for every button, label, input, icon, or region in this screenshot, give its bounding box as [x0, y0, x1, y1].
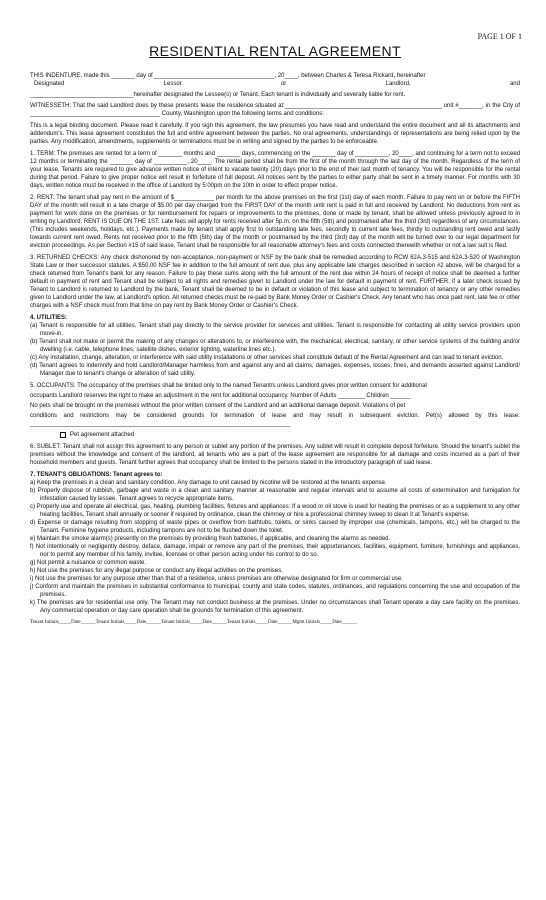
- utilities-section: [30, 314, 520, 378]
- initials-footer: Tenant Initials_____Date______Tenant Initials_____Date______Tenant Initials_____Date______Tenant Initials_____Date______Mgmt Initials_____Date______: [30, 620, 357, 625]
- pet-agreement-row: [30, 431, 520, 439]
- party-labels-row: [30, 80, 520, 88]
- party-label: Designated: [34, 81, 65, 87]
- pets-line: No pets shall be brought on the premises without the prior written consent of the Landlord and an additional damage deposit. Violations of pet: [30, 403, 406, 409]
- utilities-heading: 4. UTILITIES:: [30, 315, 68, 321]
- party-label: and: [509, 81, 520, 87]
- obligation-item: g) Not permit a nuisance or common waste.: [30, 560, 147, 566]
- obligation-item: h) Not use the premises for any illegal purpose or conduct any illegal activities on the premises.: [30, 568, 283, 574]
- rent-section: 2. RENT: The tenant shall pay rent in the amount of $____________ per month for the above premises on the first (1st) day of each month. Failure to pay rent on or before the FIFTH DAY of the month will result in a late charge of $5.00 per day charged from the FIRST DAY of the month until rent is paid in full and received by Landlord. No deductions from rent as payment for work done on the premises or for reimbursement for repairs or improvements to the premises, done or made by tenant, shall be allowed unless previously agreed to in writing by Landlord. RENT IS DUE ON THE 1ST. Late fees will apply for rents received after 5p.m. on the fifth (5th) and postmarked after the third (3rd) regardless of any circumstances. (This includes weekends, holidays, etc.). Payments made by tenant shall apply first to outstanding late fees, secondly to current late fees, thirdly to outstanding rent owed and lastly towards current rent owed. Rents not received prior to the fifth (5th) day of the month or postmarked by the third (3rd) day of the month will be turned over to our legal department for eviction proceedings. As per Section #15 of said lease, Tenant shall be responsible for all reasonable attorney's fees and costs connected therewith whether or not a law suit is filed.: [30, 195, 520, 249]
- obligation-item: j) Conform and maintain the premises in substantial conformance to municipal, county and state codes, statutes, ordinances, and regulations concerning the use and occupation of the premises.: [30, 584, 520, 598]
- utilities-item: (d) Tenant agrees to indemnify and hold Landlord/Manager harmless from and against any and all claims, damages, expenses, losses, fines, and demands asserted against Landlord/ Manager due to tenant's change or alteration of said utility.: [30, 363, 520, 377]
- intro-paragraph: This is a legal binding document. Please read it carefully. If you sign this agreement, the law presumes you have read and understand the entire document and all its attachments and addendum's. This lease agreement constitutes the full and entire agreement between the parties. No oral agreements, understandings or representations are being relied upon by the parties. Any modification, amendments, supplements or terminations must be in writing and signed by the parties to be enforceable.: [30, 123, 520, 145]
- term-section: 1. TERM: The premises are rented for a term of _______ months and _______ days, commencing on the _______ day of __________, 20____, and continuing for a term not to exceed 12 months or terminating the _______ day of __________, 20____. The rental period shall be from the first of the month through the last day of the month. Regardless of the term of your lease, Tenants are required to give advance written notice of intent to vacate twenty (20) days prior to the end of their last month of tenancy. You will be responsible for the rental during that period. Failure to give proper notice will result in forfeiture of full deposit. All notices sent by the parties to either party shall be sent in a timely manner. For months with 30 days, written notice must be received in the office of Landlord by 5:00pm on the 10th in order to effect proper notice.: [30, 151, 520, 189]
- utilities-item: (a) Tenant is responsible for all utilities. Tenant shall pay directly to the service provider for services and utilities. Tenant is responsible for contacting all utility service providers upon move-in.: [30, 323, 520, 337]
- pets-line: conditions and restrictions may be considered grounds for termination of lease and may result in subsequent eviction. Pet(s) allowed by this lease: ______________________________________________________________________________: [30, 413, 520, 427]
- obligation-item: d) Expense or damage resulting from stopping of waste pipes or overflow from bathtubs, toilets, or sinks caused by improper use (chemicals, tampons, etc.) will be charged to the Tenant. Feminine hygiene products, including tampons are not to be flushed down the toilet.: [30, 520, 520, 534]
- obligation-item: f) Not intentionally or negligently destroy, deface, damage, impair or remove any part of the premises, their appurtenances, facilities, equipment, furniture, furnishings and appliances, nor to permit any member of his family, invitee, licensee or other person acting under his control to do so.: [30, 544, 520, 558]
- party-label: Lessor: [163, 81, 182, 87]
- party-label: or: [280, 81, 287, 87]
- obligation-item: b) Properly dispose of rubbish, garbage and waste in a clean and sanitary manner at reasonable and regular intervals and to assume all costs of extermination and fumigation for infestation caused by lessee. Tenant agrees to recycle appropriate items.: [30, 488, 520, 502]
- party-label: Landlord,: [385, 81, 411, 87]
- utilities-item: (c) Any installation, change, alteration, or interference with said utility installations or other services shall constitute default of the Rental Agreement and can lead to tenant eviction.: [30, 355, 504, 361]
- page-number: PAGE 1 OF 1: [477, 32, 522, 41]
- sublet-section: 6. SUBLET: Tenant shall not assign this agreement to any person or sublet any portion of the premises. Any sublet will result in complete deposit forfeiture. Should the tenant's sublet the premises without the knowledge and consent of the landlord, all tenants who are a part of the lease agreement are responsible for all damage and costs incurred as a part of their household members and guests. Tenant further agrees that occupancy shall be limited to the persons stated in the introductory paragraph of said lease.: [30, 444, 520, 466]
- pet-agreement-label: Pet agreement attached: [70, 432, 135, 438]
- witnesseth-paragraph: WITNESSETH: That the said Landlord does by these presents lease the residence situated at:_______________________________________________ unit #_______, in the City of _______________________________________ County, Washington upon the following terms and conditions:: [30, 103, 520, 117]
- occupants-line: occupants Landlord reserves the right to make an adjustment in the rent for additional occupancy. Number of Adults ________ Children ______: [30, 393, 411, 399]
- obligations-section: [30, 471, 520, 615]
- obligation-item: i) Not use the premises for any purpose other than that of a residence, unless premises are otherwise designated for firm or commercial use.: [30, 576, 403, 582]
- returned-checks-section: 3. RETURNED CHECKS: Any check dishonored by non-acceptance, non-payment or NSF by the bank shall be remedied according to RCW 62A.3-515 and 62A.3-520 of Washington State Law or their successor statutes. A $50.00 NSF fee in addition to the full amount of rent due, plus any applicable late charges described in section #2 above, will be charged for a check returned from Tenant's bank for any reason. Failure to pay these sums along with the full amount of the rent due within 24 hours of receipt of notice shall be deemed a further default in payment of rent and Tenant shall be subject to all rights and remedies given to Landlord under the law for default in payment of rent. FURTHER, if a later check issued by Tenant to Landlord is returned to Landlord by the bank, Tenant shall be deemed to be in default or violation of this lease and subject to termination of tenancy or any other remedies given to Landlord under the law, at Landlord's option. All returned checks must be re-paid by Bank Money Order or Cashier's Check. Any tenant who has once paid rent, late fee or other charges with a NSF check must from that time on pay rent by Bank Money Order or Cashier's Check.: [30, 255, 520, 309]
- obligation-item: a) Keep the premises in a clean and sanitary condition. Any damage to unit caused by nicotine will be restored at the tenants expense.: [30, 480, 387, 486]
- utilities-item: (b) Tenant shall not make or permit the making of any changes or alterations to, or interference with, the mechanical, electrical, sanitary, or other service systems of the building and/or dwelling (i.e. cable, telephone lines, satellite dishes, exterior lighting, waterline lines etc.).: [30, 339, 520, 353]
- obligation-item: k) The premises are for residential use only. The Tenant may not conduct business at the premises. Under no circumstances shall Tenant operate a day care facility on the premises. Any commercial operation or day care operation shall be grounds for termination of this agreement.: [30, 600, 520, 614]
- obligation-item: c) Properly use and operate all electrical, gas, heating, plumbing facilities, fixtures and appliances: If a wood or oil stove is used for heating the premises or as a supplement to any other heating facilities, Tenant shall annually or sooner if required by ordinance, clean the chimney or hire a professional chimney sweep to clean it at Tenant's expense.: [30, 504, 520, 518]
- obligations-heading: 7. TENANT'S OBLIGATIONS: Tenant agrees to:: [30, 472, 163, 478]
- pet-agreement-checkbox[interactable]: [60, 432, 66, 438]
- occupants-section: [30, 382, 520, 439]
- obligation-item: e) Maintain the smoke alarm(s) presently on the premises by providing fresh batteries, if applicable, and cleaning the alarms as needed.: [30, 536, 391, 542]
- document-title: RESIDENTIAL RENTAL AGREEMENT: [149, 43, 401, 59]
- occupants-line: 5. OCCUPANTS: The occupancy of the premises shall be limited only to the named Tenant/s unless Landlord gives prior written consent for additional: [30, 383, 427, 389]
- lessee-line: _______________________________hereinafter designated the Lessee(s) or Tenant. Each tenant is individually and severally liable for rent.: [30, 92, 406, 98]
- opening-line: THIS INDENTURE, made this _______ day of ____________________________________, 20____, between Charles & Teresa Rickard, hereinafter: [30, 73, 426, 79]
